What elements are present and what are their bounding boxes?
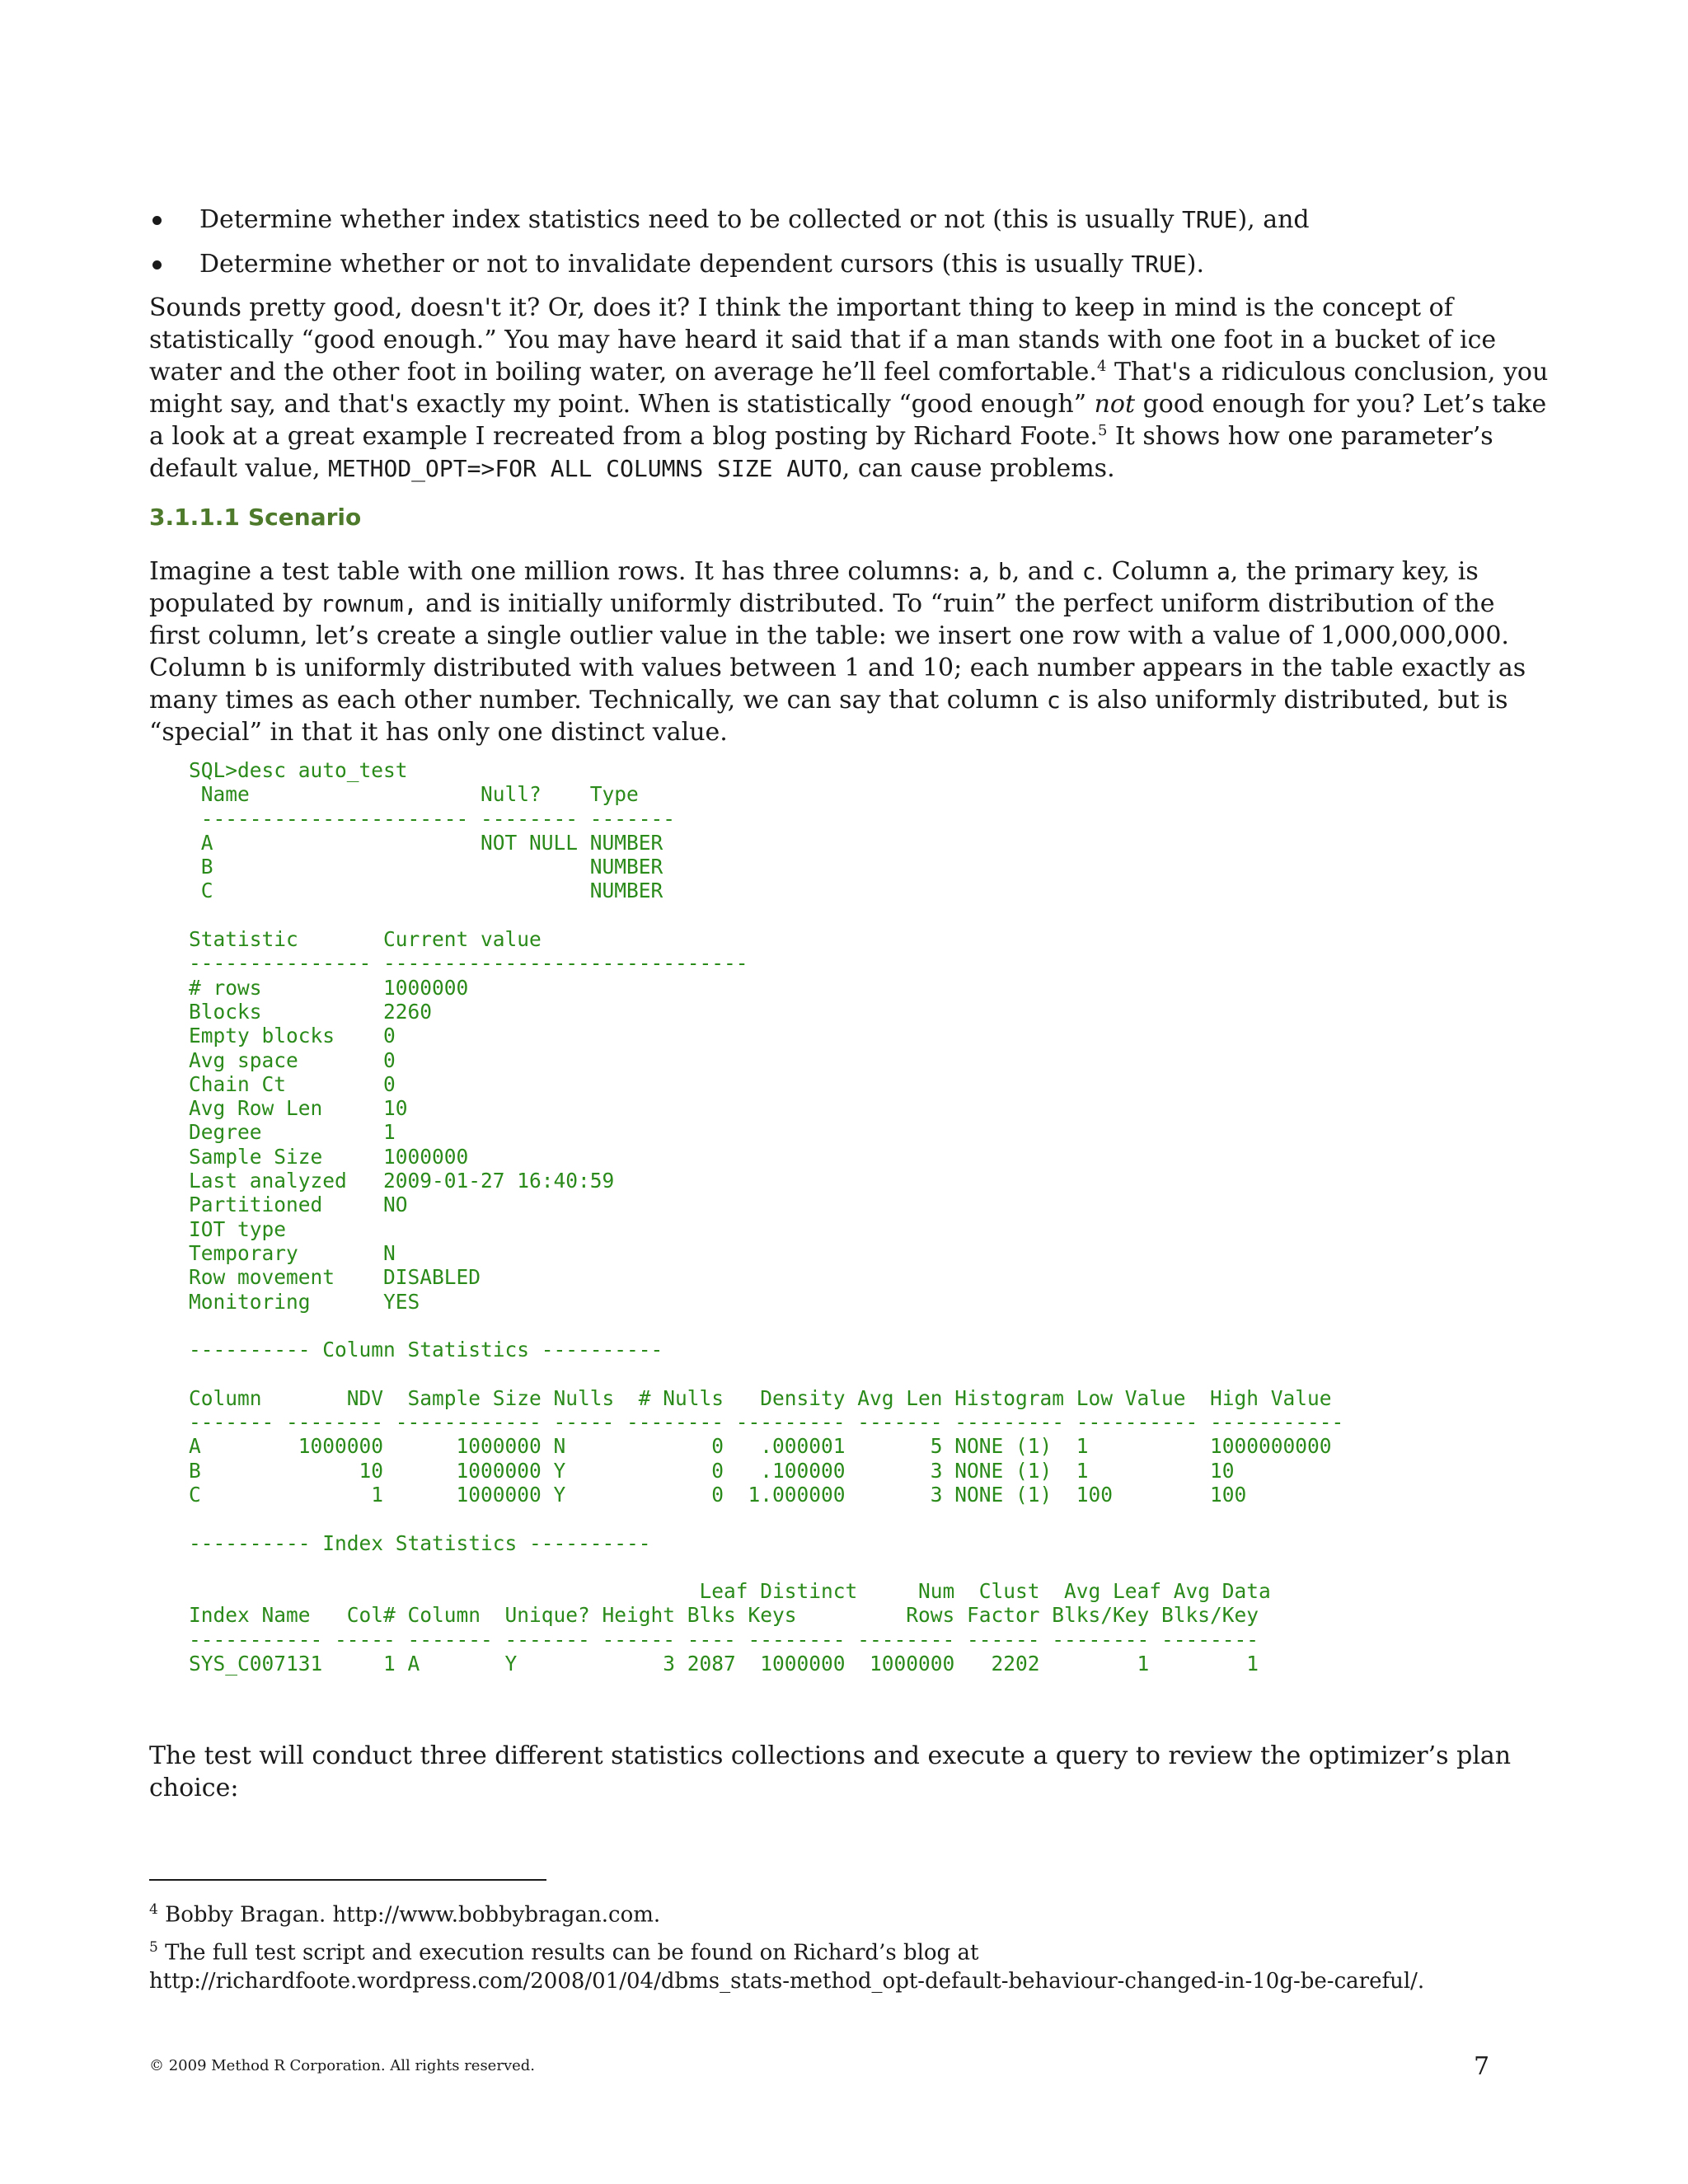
footnote-divider xyxy=(149,1879,546,1881)
footnote-4: $^4$ Bobby Bragan. http://www.bobbybragan.com. xyxy=(149,1901,661,1928)
section-title: Scenario xyxy=(248,504,362,531)
inline-code: TRUE xyxy=(1131,251,1187,278)
bullet-icon xyxy=(152,216,162,225)
section-number: 3.1.1.1 xyxy=(149,504,240,531)
inline-code: TRUE xyxy=(1182,206,1238,233)
bullet-text: Determine whether index statistics need to be collected or not (this is usually xyxy=(199,205,1182,234)
paragraph-scenario: Imagine a test table with one million rows. It has three columns: a, b, and c. Column a, the primary key, is populated by rownum, and is initially uniformly distributed. To “ruin” the perfect uniform distribution of the first column, let’s create a single outlier value in the table: we insert one row with a value of 1,000,000,000. Column b is uniformly distributed with values between 1 and 10; each number appears in the table exactly as many times as each other number. Technically, we can say that column c is also uniformly distributed, but is “special” in that it has only one distinct value. xyxy=(149,557,1526,747)
bullet-icon xyxy=(152,260,162,269)
copyright-notice: © 2009 Method R Corporation. All rights reserved. xyxy=(149,2057,536,2074)
bullet-text: ), and xyxy=(1237,205,1310,234)
inline-code: METHOD_OPT=>FOR ALL COLUMNS SIZE AUTO xyxy=(328,455,842,482)
bullet-text: ). xyxy=(1186,250,1205,279)
sql-output-block: SQL>desc auto_test Name Null? Type ---------------------- -------- ------- A NOT NULL NUMBER B NUMBER C NUMBER Statistic Current value --------------- ------------------------------ # rows 1000000 Blocks 2260 Empty blocks 0 Avg space 0 Chain Ct 0 Avg Row Len 10 Degree 1 Sample Size 1000000 Last analyzed 2009-01-27 16:40:59 Partitioned NO IOT type Temporary N Row movement DISABLED Monitoring YES ---------- Column Statistics ---------- Column NDV Sample Size Nulls # Nulls Density Avg Len Histogram Low Value High Value ------- -------- ------------ ----- -------- --------- ------- --------- ---------- ----------- A 1000000 1000000 N 0 .000001 5 NONE (1) 1 1000000000 B 10 1000000 Y 0 .100000 3 NONE (1) 1 10 C 1 1000000 Y 0 1.000000 3 NONE (1) 100 100 ---------- Index Statistics ---------- Leaf Distinct Num Clust Avg Leaf Avg Data Index Name Col# Column Unique? Height Blks Keys Rows Factor Blks/Key Blks/Key ----------- ----- ------- ------- ------ ---- -------- -------- ------ -------- -------- SYS_C007131 1 A Y 3 2087 1000000 1000000 2202 1 1 xyxy=(189,758,1344,1675)
page-content xyxy=(149,198,1550,1804)
footnote-ref-4[interactable]: 4 xyxy=(1096,358,1107,375)
bullet-item xyxy=(149,242,1550,287)
bullet-item xyxy=(149,198,1550,242)
page-number: 7 xyxy=(1474,2052,1490,2081)
bullet-text: Determine whether or not to invalidate dependent cursors (this is usually xyxy=(199,250,1132,279)
bullet-list xyxy=(149,198,1550,287)
section-heading xyxy=(149,503,1550,532)
footnote-5: $^5$ The full test script and execution results can be found on Richard’s blog at http://richardfoote.wordpress.com/2008/01/04/dbms_stats-method_opt-default-behaviour-changed-in-10g-be-careful/. xyxy=(149,1939,1425,1994)
paragraph-good-enough: Sounds pretty good, doesn't it? Or, does it? I think the important thing to keep in mind is the concept of statistically “good enough.” You may have heard it said that if a man stands with one foot in a bucket of ice water and the other foot in boiling water, on average he’ll feel comfortable.$^4$ That's a ridiculous conclusion, you might say, and that's exactly my point. When is statistically “good enough” not good enough for you? Let’s take a look at a great example I recreated from a blog posting by Richard Foote.$^5$ It shows how one parameter’s default value, METHOD_OPT=>FOR ALL COLUMNS SIZE AUTO, can cause problems. xyxy=(149,293,1549,483)
footnote-ref-5[interactable]: 5 xyxy=(1097,422,1108,439)
paragraph-test: The test will conduct three different statistics collections and execute a query to review the optimizer’s plan choice: xyxy=(149,1741,1512,1803)
